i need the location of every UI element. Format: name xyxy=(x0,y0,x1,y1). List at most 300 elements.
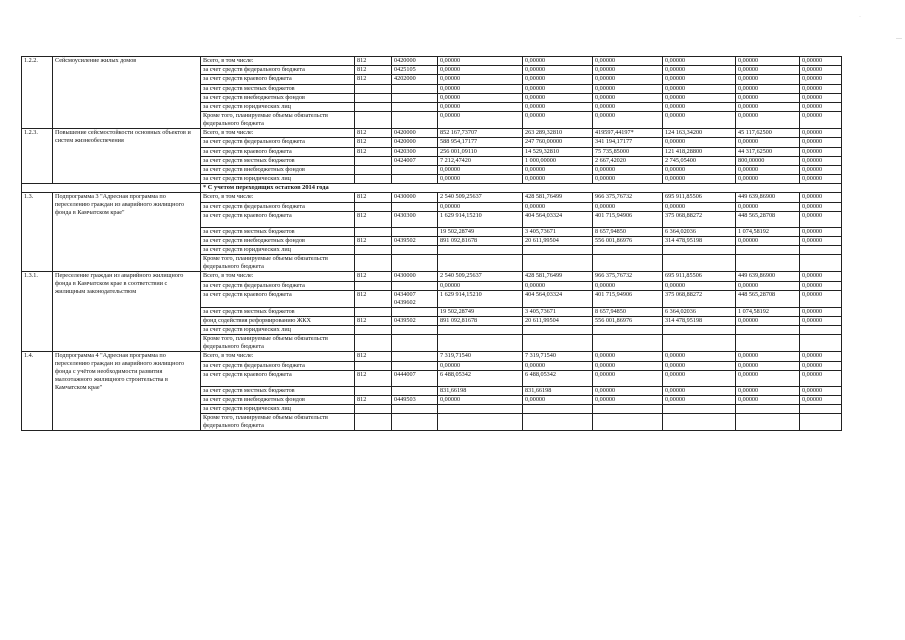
amount-cell: 0,00000 xyxy=(800,352,842,361)
amount-cell: 6 488,05342 xyxy=(438,370,523,386)
funding-source: за счет средств краевого бюджета xyxy=(201,370,355,386)
amount-cell: 1 629 914,15210 xyxy=(438,290,523,307)
amount-cell: 0,00000 xyxy=(593,57,663,66)
amount-cell: 247 760,00000 xyxy=(523,138,593,147)
amount-cell: 0,00000 xyxy=(438,165,523,174)
section-name: Повышение сейсмостойкости основных объектов и систем жизнеобеспечения xyxy=(53,129,201,184)
amount-cell xyxy=(523,414,593,431)
amount-cell: 3 405,73671 xyxy=(523,227,593,236)
budget-classification-code xyxy=(392,335,438,352)
amount-cell: 0,00000 xyxy=(736,57,800,66)
amount-cell: 0,00000 xyxy=(593,75,663,84)
amount-cell: 0,00000 xyxy=(523,361,593,370)
amount-cell: 0,00000 xyxy=(800,156,842,165)
amount-cell: 7 319,71540 xyxy=(523,352,593,361)
amount-cell: 0,00000 xyxy=(593,93,663,102)
amount-cell xyxy=(800,335,842,352)
amount-cell: 556 001,86976 xyxy=(593,237,663,246)
amount-cell: 0,00000 xyxy=(663,175,736,184)
budget-classification-code: 0420000 xyxy=(392,129,438,138)
amount-cell: 449 639,86900 xyxy=(736,272,800,281)
amount-cell: 0,00000 xyxy=(438,395,523,404)
budget-classification-code xyxy=(392,227,438,236)
amount-cell: 0,00000 xyxy=(800,237,842,246)
amount-cell: 0,00000 xyxy=(593,370,663,386)
amount-cell: 0,00000 xyxy=(593,102,663,111)
amount-cell: 831,66198 xyxy=(438,386,523,395)
section-number: 1.2.3. xyxy=(22,129,53,184)
funding-source: Кроме того, планируемые объемы обязательств федерального бюджета xyxy=(201,255,355,272)
amount-cell: 2 540 509,25637 xyxy=(438,193,523,202)
amount-cell: 0,00000 xyxy=(736,361,800,370)
budget-classification-code xyxy=(392,361,438,370)
amount-cell: 0,00000 xyxy=(663,93,736,102)
grbs-code xyxy=(355,326,392,335)
amount-cell xyxy=(800,414,842,431)
amount-cell: 0,00000 xyxy=(663,102,736,111)
grbs-code xyxy=(355,246,392,255)
amount-cell: 0,00000 xyxy=(736,138,800,147)
amount-cell: 0,00000 xyxy=(438,281,523,290)
amount-cell: 0,00000 xyxy=(800,370,842,386)
amount-cell xyxy=(593,335,663,352)
amount-cell: 341 194,17177 xyxy=(593,138,663,147)
amount-cell: 0,00000 xyxy=(663,361,736,370)
amount-cell xyxy=(663,246,736,255)
budget-classification-code xyxy=(392,102,438,111)
amount-cell xyxy=(663,255,736,272)
grbs-code xyxy=(355,156,392,165)
page-mark-side: — xyxy=(896,36,902,42)
amount-cell: 448 565,28708 xyxy=(736,290,800,307)
note-spacer xyxy=(22,184,201,193)
amount-cell: 0,00000 xyxy=(663,165,736,174)
funding-source: за счет средств юридических лиц xyxy=(201,175,355,184)
budget-classification-code: 0430000 xyxy=(392,272,438,281)
amount-cell: 0,00000 xyxy=(800,281,842,290)
amount-cell: 0,00000 xyxy=(736,202,800,211)
budget-classification-code: 0420300 xyxy=(392,147,438,156)
funding-source: за счет средств внебюджетных фондов xyxy=(201,395,355,404)
amount-cell: 19 502,28749 xyxy=(438,307,523,316)
amount-cell xyxy=(438,405,523,414)
amount-cell xyxy=(663,326,736,335)
amount-cell: 404 564,03324 xyxy=(523,211,593,227)
amount-cell: 0,00000 xyxy=(523,202,593,211)
amount-cell: 0,00000 xyxy=(593,165,663,174)
amount-cell: 0,00000 xyxy=(800,147,842,156)
amount-cell: 0,00000 xyxy=(800,316,842,325)
grbs-code xyxy=(355,165,392,174)
amount-cell: 0,00000 xyxy=(800,93,842,102)
amount-cell: 0,00000 xyxy=(800,290,842,307)
funding-source: Кроме того, планируемые объемы обязательств федерального бюджета xyxy=(201,414,355,431)
amount-cell: 0,00000 xyxy=(523,165,593,174)
amount-cell xyxy=(663,414,736,431)
budget-classification-code: 0430300 xyxy=(392,211,438,227)
amount-cell xyxy=(593,246,663,255)
grbs-code xyxy=(355,175,392,184)
amount-cell: 0,00000 xyxy=(736,352,800,361)
funding-source: за счет средств федерального бюджета xyxy=(201,281,355,290)
amount-cell: 0,00000 xyxy=(593,112,663,129)
amount-cell: 419597,44197* xyxy=(593,129,663,138)
grbs-code xyxy=(355,112,392,129)
amount-cell: 448 565,28708 xyxy=(736,211,800,227)
table-row xyxy=(22,272,842,281)
grbs-code xyxy=(355,361,392,370)
grbs-code: 812 xyxy=(355,147,392,156)
funding-source: Кроме того, планируемые объемы обязательств федерального бюджета xyxy=(201,112,355,129)
grbs-code: 812 xyxy=(355,272,392,281)
section-name: Сейсмоусиление жилых домов xyxy=(53,57,201,129)
amount-cell: 831,66198 xyxy=(523,386,593,395)
amount-cell: 0,00000 xyxy=(736,370,800,386)
amount-cell xyxy=(438,255,523,272)
amount-cell xyxy=(736,326,800,335)
amount-cell: 0,00000 xyxy=(663,57,736,66)
amount-cell: 0,00000 xyxy=(800,75,842,84)
budget-classification-code: 0449503 xyxy=(392,395,438,404)
amount-cell xyxy=(438,246,523,255)
funding-source: за счет средств федерального бюджета xyxy=(201,138,355,147)
amount-cell: 8 657,94850 xyxy=(593,227,663,236)
amount-cell: 0,00000 xyxy=(663,138,736,147)
footnote: * С учетом переходящих остатков 2014 года xyxy=(201,184,842,193)
amount-cell: 0,00000 xyxy=(438,202,523,211)
grbs-code xyxy=(355,102,392,111)
amount-cell: 449 639,86900 xyxy=(736,193,800,202)
funding-source: за счет средств местных бюджетов xyxy=(201,386,355,395)
amount-cell: 0,00000 xyxy=(523,66,593,75)
amount-cell: 0,00000 xyxy=(736,75,800,84)
table-row xyxy=(22,193,842,202)
amount-cell: 0,00000 xyxy=(800,272,842,281)
amount-cell: 0,00000 xyxy=(438,112,523,129)
amount-cell: 852 167,73707 xyxy=(438,129,523,138)
amount-cell xyxy=(663,405,736,414)
funding-source: за счет средств федерального бюджета xyxy=(201,66,355,75)
document-sheet xyxy=(21,56,841,431)
funding-source: за счет средств внебюджетных фондов xyxy=(201,165,355,174)
amount-cell: 0,00000 xyxy=(736,316,800,325)
amount-cell: 0,00000 xyxy=(800,129,842,138)
amount-cell xyxy=(736,405,800,414)
funding-source: за счет средств юридических лиц xyxy=(201,326,355,335)
amount-cell: 0,00000 xyxy=(736,84,800,93)
amount-cell: 263 289,32810 xyxy=(523,129,593,138)
budget-classification-code xyxy=(392,307,438,316)
funding-source: за счет средств юридических лиц xyxy=(201,246,355,255)
budget-classification-code xyxy=(392,352,438,361)
section-number: 1.4. xyxy=(22,352,53,431)
amount-cell: 314 478,95198 xyxy=(663,237,736,246)
note-row xyxy=(22,184,842,193)
amount-cell: 0,00000 xyxy=(438,75,523,84)
amount-cell: 0,00000 xyxy=(523,281,593,290)
amount-cell: 0,00000 xyxy=(523,75,593,84)
table-row xyxy=(22,57,842,66)
budget-classification-code xyxy=(392,255,438,272)
amount-cell: 0,00000 xyxy=(663,84,736,93)
amount-cell: 695 911,85506 xyxy=(663,193,736,202)
amount-cell: 0,00000 xyxy=(523,175,593,184)
table-body xyxy=(22,57,842,431)
grbs-code: 812 xyxy=(355,316,392,325)
budget-classification-code: 0444007 xyxy=(392,370,438,386)
amount-cell: 3 405,73671 xyxy=(523,307,593,316)
funding-source: фонд содействия реформированию ЖКХ xyxy=(201,316,355,325)
amount-cell: 891 092,81678 xyxy=(438,316,523,325)
amount-cell: 0,00000 xyxy=(663,352,736,361)
amount-cell: 7 212,47420 xyxy=(438,156,523,165)
amount-cell: 14 529,32810 xyxy=(523,147,593,156)
amount-cell: 401 715,94906 xyxy=(593,211,663,227)
budget-classification-code: 0434007 0439602 xyxy=(392,290,438,307)
budget-classification-code xyxy=(392,93,438,102)
grbs-code xyxy=(355,255,392,272)
funding-source: за счет средств юридических лиц xyxy=(201,405,355,414)
amount-cell: 0,00000 xyxy=(593,361,663,370)
amount-cell: 0,00000 xyxy=(593,352,663,361)
amount-cell: 0,00000 xyxy=(663,370,736,386)
amount-cell: 556 001,86976 xyxy=(593,316,663,325)
amount-cell: 0,00000 xyxy=(800,193,842,202)
amount-cell: 0,00000 xyxy=(736,66,800,75)
amount-cell xyxy=(593,405,663,414)
section-name: Подпрограмма 4 "Адресная программа по переселению граждан из аварийного жилищного фонда с учётом необходимости развития малоэтажного жилищного строительства в Камчатском крае" xyxy=(53,352,201,431)
amount-cell: 0,00000 xyxy=(438,361,523,370)
funding-source: Всего, в том числе: xyxy=(201,193,355,202)
grbs-code xyxy=(355,227,392,236)
grbs-code xyxy=(355,93,392,102)
amount-cell: 0,00000 xyxy=(736,175,800,184)
amount-cell: 0,00000 xyxy=(438,66,523,75)
grbs-code: 812 xyxy=(355,193,392,202)
amount-cell: 0,00000 xyxy=(593,395,663,404)
amount-cell: 0,00000 xyxy=(800,138,842,147)
grbs-code: 812 xyxy=(355,75,392,84)
amount-cell: 0,00000 xyxy=(736,386,800,395)
amount-cell xyxy=(800,405,842,414)
amount-cell: 0,00000 xyxy=(800,84,842,93)
amount-cell xyxy=(800,255,842,272)
amount-cell: 0,00000 xyxy=(593,202,663,211)
amount-cell: 428 581,76499 xyxy=(523,272,593,281)
amount-cell: 0,00000 xyxy=(800,307,842,316)
amount-cell: 588 954,17177 xyxy=(438,138,523,147)
amount-cell: 0,00000 xyxy=(523,102,593,111)
budget-table xyxy=(21,56,842,431)
funding-source: за счет средств местных бюджетов xyxy=(201,84,355,93)
amount-cell: 800,00000 xyxy=(736,156,800,165)
amount-cell: 0,00000 xyxy=(736,165,800,174)
amount-cell: 6 364,02036 xyxy=(663,307,736,316)
page-mark-top: · xyxy=(859,14,861,20)
amount-cell: 0,00000 xyxy=(736,281,800,290)
grbs-code: 812 xyxy=(355,129,392,138)
amount-cell xyxy=(523,405,593,414)
funding-source: Всего, в том числе: xyxy=(201,57,355,66)
section-name: Подпрограмма 3 "Адресная программа по переселению граждан из аварийного жилищного фонда в Камчатском крае" xyxy=(53,193,201,272)
funding-source: за счет средств краевого бюджета xyxy=(201,211,355,227)
amount-cell: 8 657,94850 xyxy=(593,307,663,316)
amount-cell xyxy=(736,335,800,352)
budget-classification-code xyxy=(392,165,438,174)
amount-cell: 0,00000 xyxy=(736,102,800,111)
amount-cell: 0,00000 xyxy=(736,395,800,404)
amount-cell: 401 715,94906 xyxy=(593,290,663,307)
funding-source: за счет средств внебюджетных фондов xyxy=(201,237,355,246)
budget-classification-code xyxy=(392,405,438,414)
amount-cell: 0,00000 xyxy=(523,93,593,102)
funding-source: за счет средств местных бюджетов xyxy=(201,156,355,165)
amount-cell: 0,00000 xyxy=(438,102,523,111)
grbs-code xyxy=(355,281,392,290)
amount-cell: 0,00000 xyxy=(800,227,842,236)
amount-cell: 0,00000 xyxy=(593,386,663,395)
funding-source: за счет средств федерального бюджета xyxy=(201,361,355,370)
amount-cell xyxy=(438,335,523,352)
amount-cell: 19 502,28749 xyxy=(438,227,523,236)
table-row xyxy=(22,129,842,138)
budget-classification-code: 0439502 xyxy=(392,237,438,246)
amount-cell: 0,00000 xyxy=(523,84,593,93)
section-number: 1.3. xyxy=(22,193,53,272)
amount-cell xyxy=(438,326,523,335)
amount-cell: 6 488,05342 xyxy=(523,370,593,386)
funding-source: за счет средств краевого бюджета xyxy=(201,147,355,156)
grbs-code: 812 xyxy=(355,395,392,404)
amount-cell: 0,00000 xyxy=(800,165,842,174)
amount-cell xyxy=(523,246,593,255)
amount-cell: 0,00000 xyxy=(800,202,842,211)
amount-cell: 0,00000 xyxy=(663,281,736,290)
amount-cell: 695 911,85506 xyxy=(663,272,736,281)
grbs-code: 812 xyxy=(355,57,392,66)
amount-cell: 0,00000 xyxy=(736,93,800,102)
budget-classification-code: 0439502 xyxy=(392,316,438,325)
grbs-code xyxy=(355,84,392,93)
amount-cell: 0,00000 xyxy=(663,112,736,129)
amount-cell: 966 375,76732 xyxy=(593,193,663,202)
amount-cell: 256 001,09110 xyxy=(438,147,523,156)
budget-classification-code xyxy=(392,281,438,290)
amount-cell: 0,00000 xyxy=(800,57,842,66)
amount-cell: 0,00000 xyxy=(800,102,842,111)
amount-cell: 0,00000 xyxy=(593,175,663,184)
funding-source: за счет средств юридических лиц xyxy=(201,102,355,111)
amount-cell: 0,00000 xyxy=(593,281,663,290)
amount-cell: 44 317,62500 xyxy=(736,147,800,156)
amount-cell: 404 564,03324 xyxy=(523,290,593,307)
amount-cell: 0,00000 xyxy=(736,112,800,129)
amount-cell: 375 068,88272 xyxy=(663,290,736,307)
amount-cell: 0,00000 xyxy=(736,237,800,246)
section-number: 1.3.1. xyxy=(22,272,53,352)
funding-source: Всего, в том числе: xyxy=(201,129,355,138)
amount-cell: 75 735,85000 xyxy=(593,147,663,156)
amount-cell: 20 611,99504 xyxy=(523,237,593,246)
grbs-code: 812 xyxy=(355,352,392,361)
amount-cell: 7 319,71540 xyxy=(438,352,523,361)
funding-source: Всего, в том числе: xyxy=(201,272,355,281)
amount-cell: 124 163,34200 xyxy=(663,129,736,138)
amount-cell: 0,00000 xyxy=(800,361,842,370)
amount-cell xyxy=(663,335,736,352)
grbs-code: 812 xyxy=(355,237,392,246)
grbs-code: 812 xyxy=(355,370,392,386)
amount-cell xyxy=(523,326,593,335)
grbs-code xyxy=(355,405,392,414)
amount-cell: 0,00000 xyxy=(800,395,842,404)
grbs-code xyxy=(355,335,392,352)
section-name: Переселение граждан из аварийного жилищного фонда в Камчатском крае в соответствии с жилищным законодательством xyxy=(53,272,201,352)
funding-source: Кроме того, планируемые объемы обязательств федерального бюджета xyxy=(201,335,355,352)
amount-cell xyxy=(736,255,800,272)
budget-classification-code xyxy=(392,246,438,255)
budget-classification-code xyxy=(392,202,438,211)
funding-source: за счет средств федерального бюджета xyxy=(201,202,355,211)
amount-cell: 1 074,58192 xyxy=(736,307,800,316)
grbs-code: 812 xyxy=(355,66,392,75)
budget-classification-code xyxy=(392,414,438,431)
table-row xyxy=(22,352,842,361)
amount-cell: 20 611,99504 xyxy=(523,316,593,325)
amount-cell: 314 478,95198 xyxy=(663,316,736,325)
amount-cell: 0,00000 xyxy=(800,112,842,129)
amount-cell xyxy=(438,414,523,431)
amount-cell: 0,00000 xyxy=(800,175,842,184)
amount-cell: 1 629 914,15210 xyxy=(438,211,523,227)
budget-classification-code: 0420000 xyxy=(392,57,438,66)
budget-classification-code: 0424007 xyxy=(392,156,438,165)
amount-cell: 0,00000 xyxy=(800,211,842,227)
funding-source: за счет средств краевого бюджета xyxy=(201,75,355,84)
funding-source: за счет средств внебюджетных фондов xyxy=(201,93,355,102)
amount-cell xyxy=(593,255,663,272)
amount-cell: 0,00000 xyxy=(663,75,736,84)
budget-classification-code: 0425105 xyxy=(392,66,438,75)
amount-cell: 0,00000 xyxy=(593,66,663,75)
amount-cell: 0,00000 xyxy=(438,57,523,66)
amount-cell: 0,00000 xyxy=(663,395,736,404)
budget-classification-code: 4202000 xyxy=(392,75,438,84)
grbs-code: 812 xyxy=(355,138,392,147)
grbs-code xyxy=(355,307,392,316)
amount-cell: 0,00000 xyxy=(663,386,736,395)
amount-cell: 375 068,88272 xyxy=(663,211,736,227)
budget-classification-code xyxy=(392,175,438,184)
funding-source: за счет средств краевого бюджета xyxy=(201,290,355,307)
amount-cell: 0,00000 xyxy=(593,84,663,93)
amount-cell xyxy=(523,335,593,352)
amount-cell: 121 418,28800 xyxy=(663,147,736,156)
amount-cell: 0,00000 xyxy=(523,395,593,404)
amount-cell: 966 375,76732 xyxy=(593,272,663,281)
amount-cell: 1 074,58192 xyxy=(736,227,800,236)
amount-cell: 2 745,05400 xyxy=(663,156,736,165)
amount-cell: 1 000,00000 xyxy=(523,156,593,165)
amount-cell xyxy=(800,246,842,255)
amount-cell: 6 364,02036 xyxy=(663,227,736,236)
amount-cell: 45 117,62500 xyxy=(736,129,800,138)
funding-source: Всего, в том числе: xyxy=(201,352,355,361)
amount-cell: 0,00000 xyxy=(438,84,523,93)
amount-cell xyxy=(736,246,800,255)
amount-cell: 0,00000 xyxy=(800,386,842,395)
grbs-code xyxy=(355,202,392,211)
